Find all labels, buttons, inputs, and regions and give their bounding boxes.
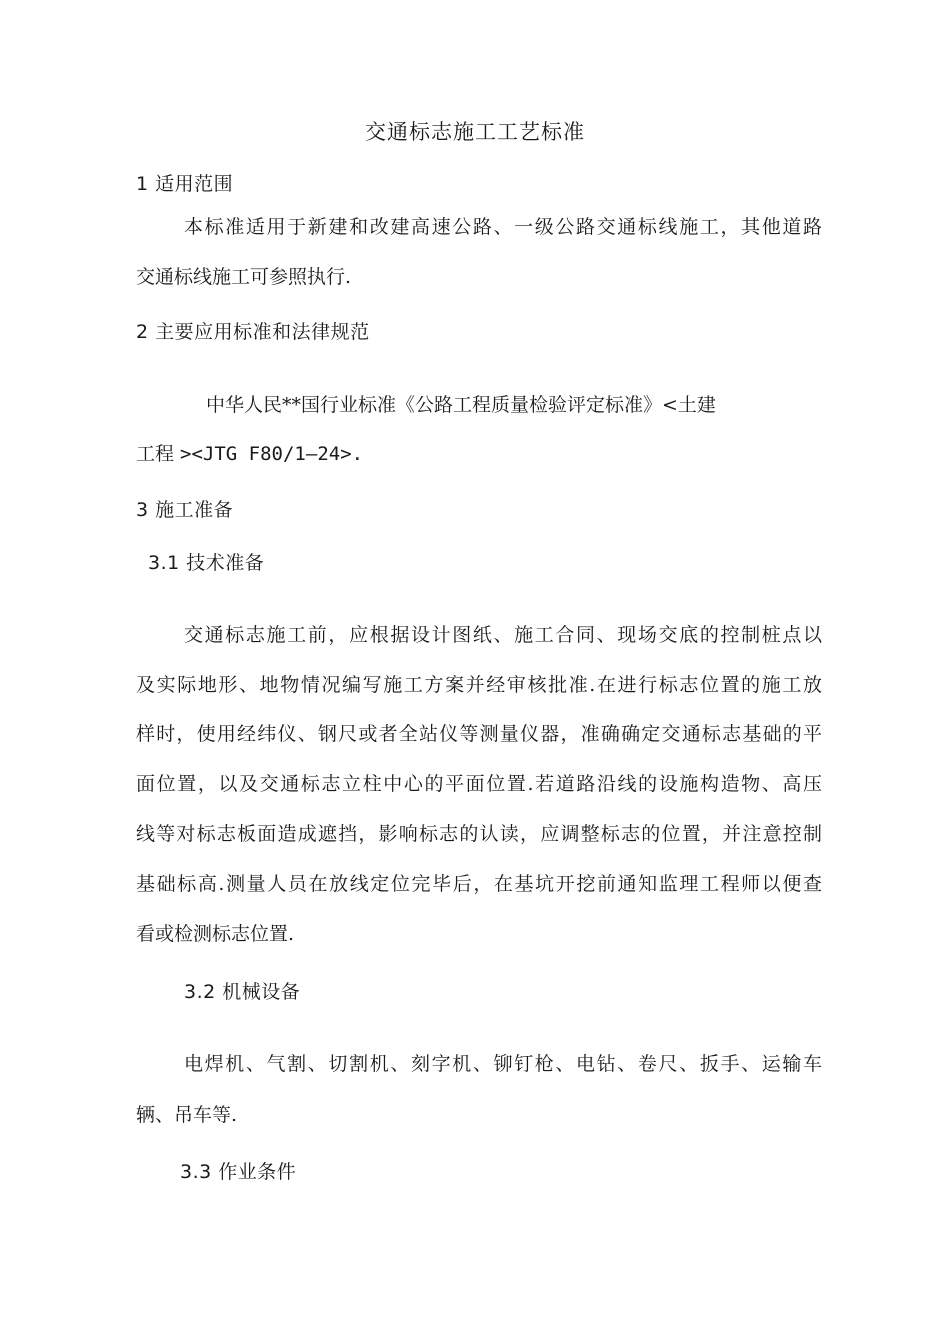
- section-3-1-paragraph-line-5: 线等对标志板面造成遮挡，影响标志的认读，应调整标志的位置，并注意控制: [136, 823, 822, 845]
- section-1-paragraph-line-2: 交通标线施工可参照执行.: [136, 266, 352, 288]
- standard-reference-prefix: 工程: [136, 443, 181, 465]
- standard-reference-line-2: [136, 442, 363, 466]
- standard-reference-code: ><JTG F80/1—24>.: [180, 443, 364, 465]
- standard-reference-line-1: 中华人民**国行业标准《公路工程质量检验评定标准》<土建: [206, 394, 716, 416]
- section-2-heading: 2 主要应用标准和法律规范: [136, 321, 370, 343]
- section-3-1-paragraph-line-3: 样时，使用经纬仪、钢尺或者全站仪等测量仪器，准确确定交通标志基础的平: [136, 723, 822, 745]
- section-3-1-paragraph-line-7: 看或检测标志位置.: [136, 923, 295, 945]
- section-3-2-paragraph-line-1: 电焊机、气割、切割机、刻字机、铆钉枪、电钻、卷尺、扳手、运输车: [184, 1053, 822, 1075]
- section-3-1-paragraph-line-2: 及实际地形、地物情况编写施工方案并经审核批准.在进行标志位置的施工放: [136, 674, 822, 696]
- section-3-1-heading: 3.1 技术准备: [148, 552, 265, 574]
- section-3-2-heading: 3.2 机械设备: [184, 981, 301, 1003]
- section-3-1-paragraph-line-1: 交通标志施工前，应根据设计图纸、施工合同、现场交底的控制桩点以: [184, 624, 822, 646]
- section-3-1-paragraph-line-4: 面位置，以及交通标志立柱中心的平面位置.若道路沿线的设施构造物、高压: [136, 773, 822, 795]
- section-3-1-paragraph-line-6: 基础标高.测量人员在放线定位完毕后，在基坑开挖前通知监理工程师以便查: [136, 873, 822, 895]
- section-3-heading: 3 施工准备: [136, 499, 234, 521]
- section-1-paragraph-line-1: 本标准适用于新建和改建高速公路、一级公路交通标线施工，其他道路: [184, 216, 822, 238]
- page-title: 交通标志施工工艺标准: [365, 120, 585, 144]
- section-1-heading: 1 适用范围: [136, 173, 234, 195]
- section-3-3-heading: 3.3 作业条件: [180, 1161, 297, 1183]
- section-3-2-paragraph-line-2: 辆、吊车等.: [136, 1104, 238, 1126]
